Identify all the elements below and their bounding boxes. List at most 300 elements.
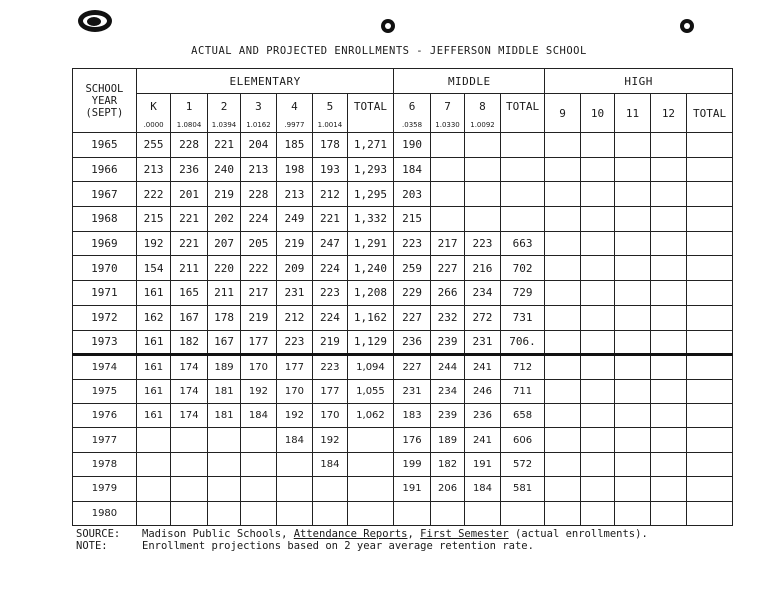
enrollment-cell [545, 256, 580, 281]
high-column-header: 12 [650, 94, 686, 133]
enrollment-cell [687, 477, 733, 501]
enrollment-cell: 213 [276, 182, 312, 207]
enrollment-cell: 1,332 [347, 207, 394, 232]
enrollment-cell: 706. [500, 330, 545, 355]
elementary-column-header: 3 [241, 94, 276, 120]
enrollment-cell [580, 379, 614, 403]
enrollment-cell [580, 477, 614, 501]
enrollment-cell: 212 [276, 305, 312, 330]
enrollment-cell: 234 [465, 281, 500, 306]
enrollment-cell: 192 [276, 403, 312, 427]
school-year-cell: 1980 [73, 501, 137, 525]
enrollment-cell [136, 477, 170, 501]
retention-rate: 1.0394 [207, 120, 240, 133]
enrollment-cell: 185 [276, 133, 312, 158]
middle-group-header: MIDDLE [394, 69, 545, 94]
enrollment-cell [615, 231, 650, 256]
enrollment-cell: 191 [465, 452, 500, 476]
enrollment-cell [687, 305, 733, 330]
source-label: SOURCE: [76, 528, 121, 540]
enrollment-cell: 184 [313, 452, 347, 476]
enrollment-cell [207, 477, 240, 501]
enrollment-cell: 161 [136, 379, 170, 403]
enrollment-cell: 711 [500, 379, 545, 403]
enrollment-cell: 1,295 [347, 182, 394, 207]
enrollment-cell [650, 231, 686, 256]
enrollment-cell: 228 [171, 133, 207, 158]
enrollment-cell: 229 [394, 281, 430, 306]
enrollment-cell [650, 428, 686, 452]
enrollment-cell [580, 403, 614, 427]
footer-notes [76, 528, 648, 552]
enrollment-cell: 240 [207, 157, 240, 182]
enrollment-cell: 190 [394, 133, 430, 158]
enrollment-cell: 182 [430, 452, 464, 476]
school-year-header [73, 69, 137, 133]
enrollment-cell [207, 501, 240, 525]
source-sep: , [407, 528, 421, 540]
enrollment-cell [545, 207, 580, 232]
enrollment-cell [465, 133, 500, 158]
header-line: YEAR [91, 94, 118, 107]
enrollment-cell [545, 477, 580, 501]
enrollment-cell: 184 [241, 403, 276, 427]
enrollment-cell [136, 452, 170, 476]
enrollment-cell: 219 [276, 231, 312, 256]
school-year-cell: 1978 [73, 452, 137, 476]
enrollment-cell [347, 452, 394, 476]
retention-rate: 1.0330 [430, 120, 464, 133]
enrollment-cell: 207 [207, 231, 240, 256]
enrollment-cell: 199 [394, 452, 430, 476]
enrollment-cell [615, 182, 650, 207]
enrollment-cell [171, 428, 207, 452]
enrollment-cell [500, 182, 545, 207]
enrollment-cell: 255 [136, 133, 170, 158]
retention-rate: 1.0162 [241, 120, 276, 133]
enrollment-cell [313, 501, 347, 525]
table-row [73, 501, 733, 525]
enrollment-cell [545, 231, 580, 256]
enrollment-cell: 204 [241, 133, 276, 158]
enrollment-cell [687, 182, 733, 207]
enrollment-cell: 174 [171, 355, 207, 379]
enrollment-cell: 231 [465, 330, 500, 355]
table-row [73, 231, 733, 256]
enrollment-table [72, 68, 733, 526]
enrollment-cell [545, 355, 580, 379]
enrollment-cell: 203 [394, 182, 430, 207]
enrollment-cell [580, 157, 614, 182]
enrollment-cell: 184 [276, 428, 312, 452]
source-attendance-reports: Attendance Reports [293, 528, 408, 540]
school-year-cell: 1979 [73, 477, 137, 501]
enrollment-cell: 581 [500, 477, 545, 501]
enrollment-cell [545, 379, 580, 403]
enrollment-cell: 189 [207, 355, 240, 379]
enrollment-cell [687, 355, 733, 379]
enrollment-cell [580, 182, 614, 207]
enrollment-cell [430, 133, 464, 158]
enrollment-cell [207, 428, 240, 452]
enrollment-cell [687, 231, 733, 256]
enrollment-cell [615, 207, 650, 232]
retention-rate [500, 120, 545, 133]
enrollment-cell [687, 428, 733, 452]
enrollment-cell [615, 330, 650, 355]
enrollment-cell [313, 477, 347, 501]
enrollment-cell [580, 281, 614, 306]
punch-hole-right [680, 19, 694, 33]
enrollment-cell [687, 403, 733, 427]
enrollment-cell [207, 452, 240, 476]
enrollment-cell [580, 452, 614, 476]
enrollment-cell: 232 [430, 305, 464, 330]
enrollment-cell [500, 501, 545, 525]
enrollment-cell [580, 501, 614, 525]
enrollment-cell [580, 305, 614, 330]
enrollment-cell: 223 [276, 330, 312, 355]
elementary-group-header: ELEMENTARY [136, 69, 393, 94]
enrollment-cell: 217 [430, 231, 464, 256]
enrollment-cell [615, 501, 650, 525]
table-row [73, 428, 733, 452]
enrollment-cell [171, 477, 207, 501]
enrollment-cell [465, 182, 500, 207]
enrollment-cell: 1,129 [347, 330, 394, 355]
enrollment-cell: 1,162 [347, 305, 394, 330]
enrollment-cell [650, 379, 686, 403]
enrollment-cell [687, 207, 733, 232]
enrollment-cell: 161 [136, 355, 170, 379]
enrollment-cell: 1,055 [347, 379, 394, 403]
enrollment-cell: 211 [171, 256, 207, 281]
enrollment-cell: 174 [171, 379, 207, 403]
middle-column-header: 7 [430, 94, 464, 120]
enrollment-cell: 215 [394, 207, 430, 232]
enrollment-cell [545, 330, 580, 355]
enrollment-cell: 202 [207, 207, 240, 232]
enrollment-cell: 223 [313, 281, 347, 306]
enrollment-cell: 221 [207, 133, 240, 158]
retention-rate: 1.0804 [171, 120, 207, 133]
enrollment-cell [580, 133, 614, 158]
enrollment-cell: 217 [241, 281, 276, 306]
enrollment-cell: 189 [430, 428, 464, 452]
enrollment-cell [650, 157, 686, 182]
enrollment-cell [650, 403, 686, 427]
enrollment-cell: 259 [394, 256, 430, 281]
enrollment-cell [687, 379, 733, 403]
enrollment-cell: 216 [465, 256, 500, 281]
enrollment-cell: 191 [394, 477, 430, 501]
enrollment-cell: 239 [430, 403, 464, 427]
high-column-header: 11 [615, 94, 650, 133]
enrollment-cell [580, 428, 614, 452]
enrollment-cell: 154 [136, 256, 170, 281]
enrollment-cell: 227 [394, 305, 430, 330]
enrollment-cell: 247 [313, 231, 347, 256]
school-year-cell: 1977 [73, 428, 137, 452]
source-pre: Madison Public Schools, [142, 528, 294, 540]
retention-rate [347, 120, 394, 133]
enrollment-cell: 170 [276, 379, 312, 403]
enrollment-cell: 201 [171, 182, 207, 207]
table-row [73, 207, 733, 232]
enrollment-cell: 1,240 [347, 256, 394, 281]
enrollment-cell [615, 477, 650, 501]
elementary-column-header: 4 [276, 94, 312, 120]
enrollment-cell: 223 [394, 231, 430, 256]
note-text: Enrollment projections based on 2 year average retention rate. [142, 540, 534, 552]
enrollment-cell [650, 330, 686, 355]
enrollment-cell [580, 231, 614, 256]
enrollment-cell [136, 501, 170, 525]
header-line: SCHOOL [85, 82, 124, 95]
table-row [73, 182, 733, 207]
table-row [73, 477, 733, 501]
table-row [73, 452, 733, 476]
school-year-cell: 1973 [73, 330, 137, 355]
enrollment-cell: 729 [500, 281, 545, 306]
enrollment-cell: 244 [430, 355, 464, 379]
enrollment-cell [650, 182, 686, 207]
enrollment-cell: 177 [313, 379, 347, 403]
enrollment-cell: 192 [313, 428, 347, 452]
enrollment-cell [545, 133, 580, 158]
enrollment-cell: 178 [313, 133, 347, 158]
enrollment-cell [615, 428, 650, 452]
enrollment-cell [615, 355, 650, 379]
enrollment-cell: 223 [313, 355, 347, 379]
enrollment-cell: 178 [207, 305, 240, 330]
enrollment-cell: 1,094 [347, 355, 394, 379]
enrollment-cell [394, 501, 430, 525]
school-year-cell: 1969 [73, 231, 137, 256]
enrollment-cell: 192 [241, 379, 276, 403]
enrollment-cell: 181 [207, 403, 240, 427]
enrollment-cell: 167 [171, 305, 207, 330]
enrollment-cell: 177 [276, 355, 312, 379]
retention-rate: .0000 [136, 120, 170, 133]
enrollment-cell [580, 207, 614, 232]
school-year-cell: 1975 [73, 379, 137, 403]
enrollment-cell: 219 [313, 330, 347, 355]
enrollment-cell [615, 157, 650, 182]
enrollment-cell [580, 355, 614, 379]
school-year-cell: 1970 [73, 256, 137, 281]
enrollment-cell [347, 477, 394, 501]
enrollment-cell [687, 133, 733, 158]
enrollment-cell: 572 [500, 452, 545, 476]
retention-rate: .0358 [394, 120, 430, 133]
enrollment-cell [615, 305, 650, 330]
enrollment-cell [650, 256, 686, 281]
enrollment-cell: 234 [430, 379, 464, 403]
enrollment-cell: 170 [313, 403, 347, 427]
retention-rate: 1.0092 [465, 120, 500, 133]
enrollment-cell: 170 [241, 355, 276, 379]
middle-column-header: 8 [465, 94, 500, 120]
enrollment-cell: 1,291 [347, 231, 394, 256]
high-column-header: 10 [580, 94, 614, 133]
enrollment-cell: 231 [276, 281, 312, 306]
enrollment-cell: 213 [136, 157, 170, 182]
enrollment-cell: 213 [241, 157, 276, 182]
elementary-column-header: 1 [171, 94, 207, 120]
enrollment-cell [241, 452, 276, 476]
enrollment-cell: 220 [207, 256, 240, 281]
enrollment-cell [545, 281, 580, 306]
enrollment-cell [615, 133, 650, 158]
enrollment-cell: 161 [136, 281, 170, 306]
source-first-semester: First Semester [420, 528, 509, 540]
enrollment-cell [687, 281, 733, 306]
enrollment-cell [650, 501, 686, 525]
enrollment-cell: 1,208 [347, 281, 394, 306]
elementary-column-header: K [136, 94, 170, 120]
enrollment-cell: 183 [394, 403, 430, 427]
enrollment-cell [171, 452, 207, 476]
enrollment-cell: 228 [241, 182, 276, 207]
enrollment-cell: 266 [430, 281, 464, 306]
enrollment-cell: 167 [207, 330, 240, 355]
enrollment-cell: 182 [171, 330, 207, 355]
enrollment-cell: 211 [207, 281, 240, 306]
enrollment-cell [650, 477, 686, 501]
document-title: ACTUAL AND PROJECTED ENROLLMENTS - JEFFERSON MIDDLE SCHOOL [191, 45, 587, 57]
table-row [73, 403, 733, 427]
enrollment-cell [545, 157, 580, 182]
middle-column-header: 6 [394, 94, 430, 120]
enrollment-cell [650, 452, 686, 476]
enrollment-cell: 223 [465, 231, 500, 256]
enrollment-cell: 222 [136, 182, 170, 207]
school-year-cell: 1967 [73, 182, 137, 207]
enrollment-cell: 236 [465, 403, 500, 427]
enrollment-cell: 241 [465, 355, 500, 379]
enrollment-cell: 272 [465, 305, 500, 330]
enrollment-cell [615, 379, 650, 403]
enrollment-cell: 236 [394, 330, 430, 355]
enrollment-cell: 209 [276, 256, 312, 281]
table-row [73, 305, 733, 330]
elementary-column-header: 2 [207, 94, 240, 120]
high-group-header: HIGH [545, 69, 733, 94]
note-label: NOTE: [76, 540, 108, 552]
enrollment-cell [545, 403, 580, 427]
table-row [73, 133, 733, 158]
enrollment-cell [276, 452, 312, 476]
enrollment-cell [687, 501, 733, 525]
high-column-header: 9 [545, 94, 580, 133]
enrollment-cell [650, 207, 686, 232]
middle-column-header: TOTAL [500, 94, 545, 120]
enrollment-cell: 1,062 [347, 403, 394, 427]
enrollment-cell: 212 [313, 182, 347, 207]
school-year-cell: 1974 [73, 355, 137, 379]
enrollment-cell [241, 428, 276, 452]
enrollment-cell: 174 [171, 403, 207, 427]
school-year-cell: 1966 [73, 157, 137, 182]
enrollment-cell [171, 501, 207, 525]
enrollment-cell [687, 157, 733, 182]
enrollment-cell: 712 [500, 355, 545, 379]
enrollment-cell: 206 [430, 477, 464, 501]
enrollment-cell: 236 [171, 157, 207, 182]
elementary-column-header: TOTAL [347, 94, 394, 120]
enrollment-cell: 184 [394, 157, 430, 182]
enrollment-cell [430, 182, 464, 207]
enrollment-cell [465, 157, 500, 182]
enrollment-cell: 239 [430, 330, 464, 355]
high-column-header: TOTAL [687, 94, 733, 133]
enrollment-cell [430, 501, 464, 525]
enrollment-cell: 219 [241, 305, 276, 330]
enrollment-cell [615, 452, 650, 476]
enrollment-cell: 181 [207, 379, 240, 403]
enrollment-cell: 205 [241, 231, 276, 256]
enrollment-cell: 702 [500, 256, 545, 281]
enrollment-cell [500, 133, 545, 158]
school-year-cell: 1976 [73, 403, 137, 427]
enrollment-cell: 161 [136, 330, 170, 355]
table-row [73, 330, 733, 355]
enrollment-cell [650, 281, 686, 306]
enrollment-cell [687, 256, 733, 281]
header-line: (SEPT) [85, 106, 124, 119]
enrollment-cell: 224 [241, 207, 276, 232]
enrollment-cell: 224 [313, 305, 347, 330]
enrollment-cell [500, 207, 545, 232]
enrollment-cell [545, 501, 580, 525]
enrollment-cell: 221 [313, 207, 347, 232]
table-row [73, 379, 733, 403]
enrollment-cell: 1,271 [347, 133, 394, 158]
enrollment-cell: 221 [171, 231, 207, 256]
enrollment-cell [500, 157, 545, 182]
enrollment-cell: 192 [136, 231, 170, 256]
enrollment-cell: 731 [500, 305, 545, 330]
enrollment-cell [136, 428, 170, 452]
enrollment-cell: 241 [465, 428, 500, 452]
source-post: (actual enrollments). [508, 528, 648, 540]
enrollment-cell [545, 182, 580, 207]
enrollment-cell: 658 [500, 403, 545, 427]
enrollment-cell: 224 [313, 256, 347, 281]
binder-clip-mark [78, 10, 112, 32]
enrollment-cell [465, 207, 500, 232]
elementary-column-header: 5 [313, 94, 347, 120]
note-line [76, 540, 648, 552]
punch-hole-center [381, 19, 395, 33]
enrollment-cell [545, 452, 580, 476]
retention-rate: 1.0014 [313, 120, 347, 133]
enrollment-cell: 165 [171, 281, 207, 306]
table-row [73, 256, 733, 281]
enrollment-cell: 221 [171, 207, 207, 232]
enrollment-cell: 222 [241, 256, 276, 281]
enrollment-cell [276, 477, 312, 501]
enrollment-cell: 219 [207, 182, 240, 207]
enrollment-cell [650, 355, 686, 379]
enrollment-cell [580, 330, 614, 355]
enrollment-cell: 663 [500, 231, 545, 256]
enrollment-cell [615, 256, 650, 281]
enrollment-cell: 231 [394, 379, 430, 403]
enrollment-cell [615, 281, 650, 306]
enrollment-cell [580, 256, 614, 281]
